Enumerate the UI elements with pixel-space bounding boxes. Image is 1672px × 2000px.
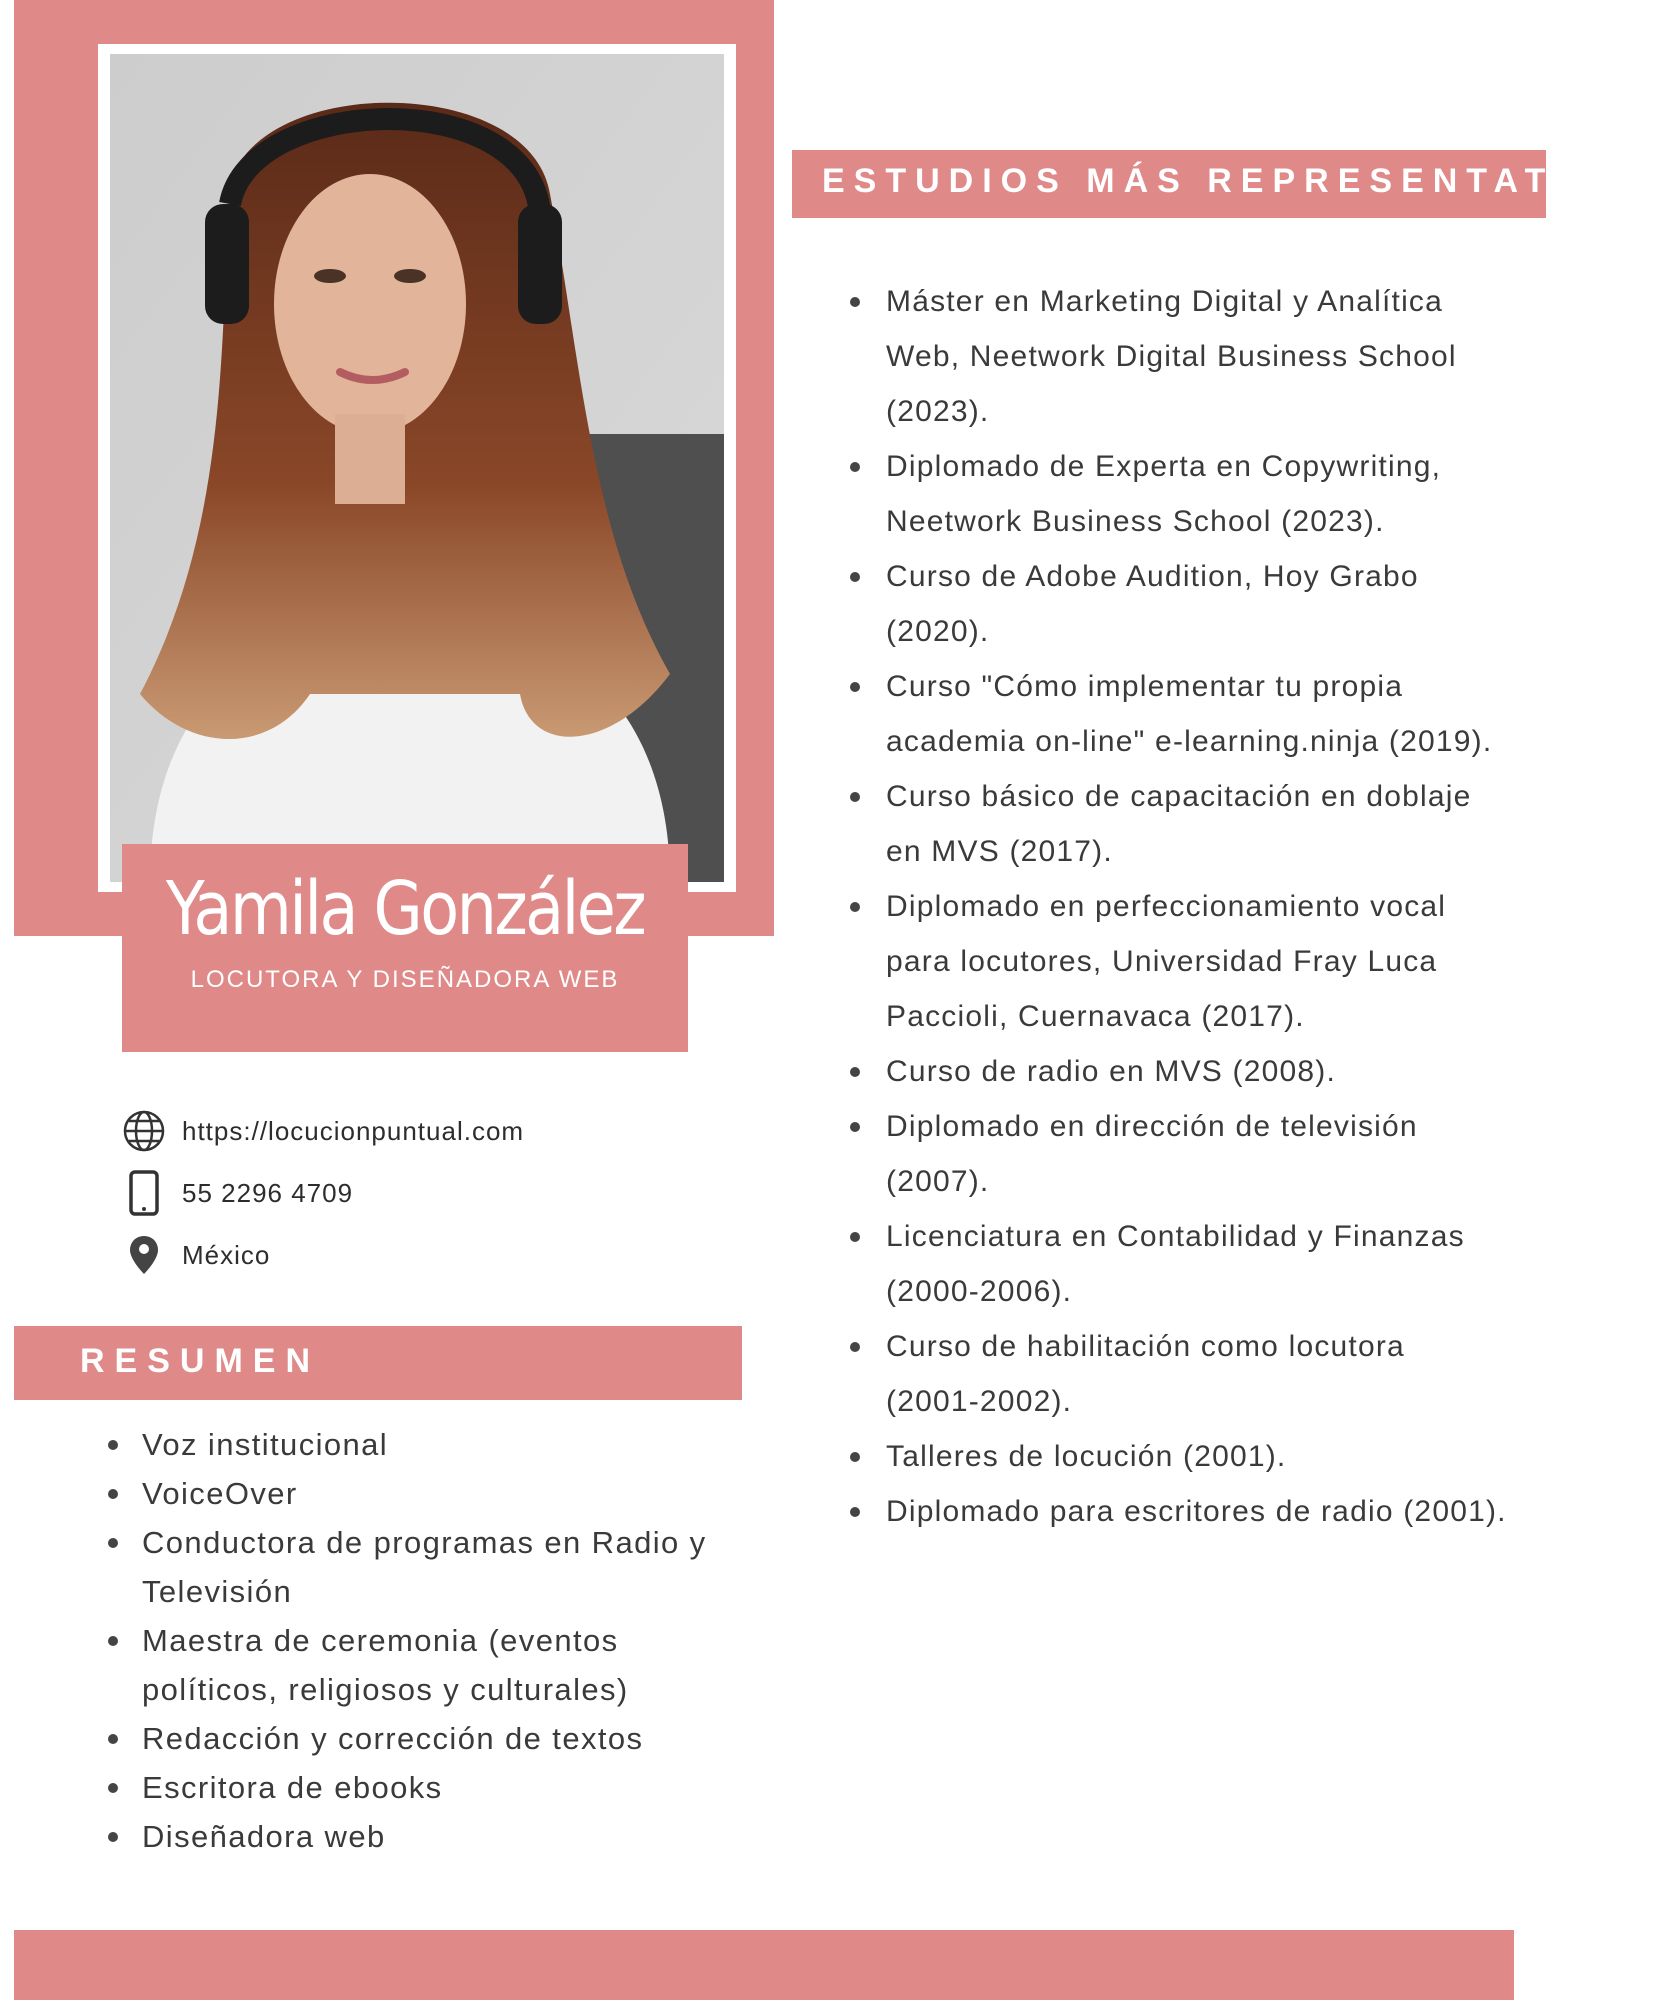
resumen-item: VoiceOver <box>104 1469 744 1518</box>
estudio-item: Curso "Cómo implementar tu propia academia on-line" e-learning.ninja (2019). <box>848 659 1508 769</box>
estudio-item: Curso básico de capacitación en doblaje en MVS (2017). <box>848 769 1508 879</box>
estudio-item: Diplomado en perfeccionamiento vocal para locutores, Universidad Fray Luca Paccioli, Cuernavaca (2017). <box>848 879 1508 1044</box>
resumen-title: RESUMEN <box>80 1342 321 1380</box>
name-card <box>122 844 688 1052</box>
estudio-item: Diplomado para escritores de radio (2001). <box>848 1484 1508 1539</box>
website-link[interactable]: https://locucionpuntual.com <box>182 1115 525 1146</box>
profile-photo <box>110 54 724 882</box>
phone-icon <box>120 1169 168 1217</box>
resumen-list <box>104 1420 744 1861</box>
globe-icon <box>120 1107 168 1155</box>
phone-number: 55 2296 4709 <box>182 1177 354 1208</box>
estudio-item: Licenciatura en Contabilidad y Finanzas (2000-2006). <box>848 1209 1508 1319</box>
profile-photo-illustration <box>110 54 724 882</box>
contact-website-row <box>120 1100 740 1162</box>
estudio-item: Talleres de locución (2001). <box>848 1429 1508 1484</box>
location-pin-icon <box>120 1231 168 1279</box>
estudio-item: Curso de habilitación como locutora (2001-2002). <box>848 1319 1508 1429</box>
footer-bar <box>14 1930 1514 2000</box>
estudio-item: Curso de radio en MVS (2008). <box>848 1044 1508 1099</box>
contact-location-row <box>120 1224 740 1286</box>
person-subtitle: LOCUTORA Y DISEÑADORA WEB <box>190 966 620 993</box>
estudios-list <box>848 274 1508 1539</box>
estudios-title: ESTUDIOS MÁS REPRESENTATIVOS <box>822 162 1672 200</box>
resumen-item: Diseñadora web <box>104 1812 744 1861</box>
person-name: Yamila González <box>165 866 645 952</box>
contact-info <box>120 1100 740 1286</box>
resumen-item: Conductora de programas en Radio y Televisión <box>104 1518 744 1616</box>
estudio-item: Curso de Adobe Audition, Hoy Grabo (2020). <box>848 549 1508 659</box>
resumen-item: Redacción y corrección de textos <box>104 1714 744 1763</box>
resumen-item: Maestra de ceremonia (eventos políticos, religiosos y culturales) <box>104 1616 744 1714</box>
contact-phone-row <box>120 1162 740 1224</box>
estudio-item: Diplomado en dirección de televisión (2007). <box>848 1099 1508 1209</box>
estudio-item: Diplomado de Experta en Copywriting, Neetwork Business School (2023). <box>848 439 1508 549</box>
resumen-item: Voz institucional <box>104 1420 744 1469</box>
resumen-item: Escritora de ebooks <box>104 1763 744 1812</box>
location-text: México <box>182 1239 271 1270</box>
estudio-item: Máster en Marketing Digital y Analítica Web, Neetwork Digital Business School (2023). <box>848 274 1508 439</box>
